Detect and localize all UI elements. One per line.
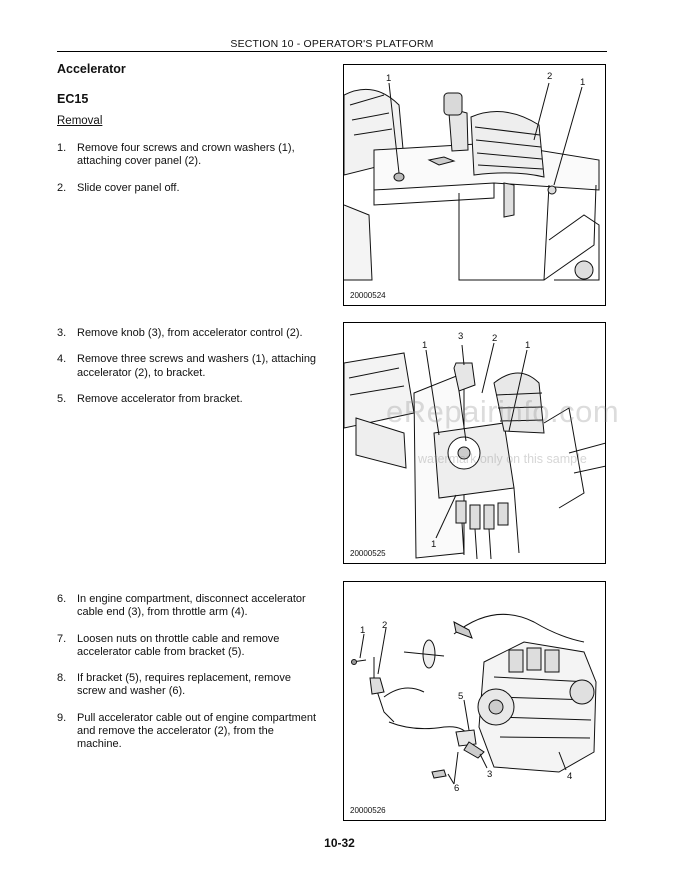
section-header: SECTION 10 - OPERATOR'S PLATFORM [230, 38, 434, 50]
cover-panel-illustration [344, 65, 606, 306]
step-item [57, 182, 317, 195]
figure-callout: 5 [458, 691, 464, 702]
step-item [57, 393, 317, 406]
figure-accelerator-control [343, 322, 606, 564]
step-item [57, 672, 317, 699]
figure-id: 20000525 [350, 549, 386, 558]
procedure-code: EC15 [57, 92, 89, 106]
figure-cover-panel [343, 64, 606, 306]
figure-callout: 3 [458, 331, 464, 342]
section-subtitle: Removal [57, 115, 103, 127]
step-number: 2. [57, 181, 67, 194]
steps-list-3 [57, 593, 317, 752]
step-number: 5. [57, 392, 67, 405]
watermark-site: eRepairinfo.com [386, 394, 620, 429]
figure-callout: 1 [386, 73, 392, 84]
step-item [57, 327, 317, 340]
step-item [57, 633, 317, 660]
step-text: Pull accelerator cable out of engine compartment and remove the accelerator (2), from the machine. [77, 711, 317, 751]
step-text: In engine compartment, disconnect accelerator cable end (3), from throttle arm (4). [77, 593, 306, 619]
page-title: Accelerator [57, 62, 126, 76]
step-item [57, 353, 317, 380]
step-number: 1. [57, 142, 67, 154]
engine-illustration [344, 582, 606, 821]
step-number: 8. [57, 672, 67, 685]
figure-callout: 1 [422, 340, 428, 351]
step-text: Remove accelerator from bracket. [77, 392, 243, 405]
figure-callout: 2 [382, 620, 388, 631]
step-number: 6. [57, 593, 67, 605]
header-rule [57, 51, 607, 52]
figure-id: 20000524 [350, 291, 386, 300]
figure-callout: 6 [454, 783, 460, 794]
page-number: 10-32 [324, 836, 355, 850]
figure-callout: 1 [525, 340, 531, 351]
step-text: Remove knob (3), from accelerator control (2). [77, 327, 303, 339]
step-number: 7. [57, 632, 67, 645]
steps-list-1 [57, 142, 317, 195]
watermark-note: watermark only on this sample [418, 452, 587, 466]
figure-engine-compartment [343, 581, 606, 821]
figure-callout: 3 [487, 769, 493, 780]
figure-callout: 2 [547, 71, 553, 82]
step-text: Remove four screws and crown washers (1), attaching cover panel (2). [77, 142, 295, 168]
figure-id: 20000526 [350, 806, 386, 815]
figure-callout: 1 [580, 77, 586, 88]
figure-callout: 1 [431, 539, 437, 550]
step-text: Loosen nuts on throttle cable and remove accelerator cable from bracket (5). [77, 632, 280, 658]
step-item [57, 593, 317, 620]
step-text: If bracket (5), requires replacement, remove screw and washer (6). [77, 672, 291, 698]
steps-list-2 [57, 327, 317, 406]
step-number: 9. [57, 711, 67, 724]
step-number: 4. [57, 353, 67, 366]
step-item [57, 712, 317, 752]
figure-callout: 2 [492, 333, 498, 344]
step-text: Remove three screws and washers (1), attaching accelerator (2), to bracket. [77, 353, 317, 379]
step-number: 3. [57, 327, 67, 339]
step-text: Slide cover panel off. [77, 181, 180, 194]
figure-callout: 4 [567, 771, 573, 782]
figure-callout: 1 [360, 625, 366, 636]
step-item [57, 142, 317, 169]
accelerator-illustration [344, 323, 606, 564]
